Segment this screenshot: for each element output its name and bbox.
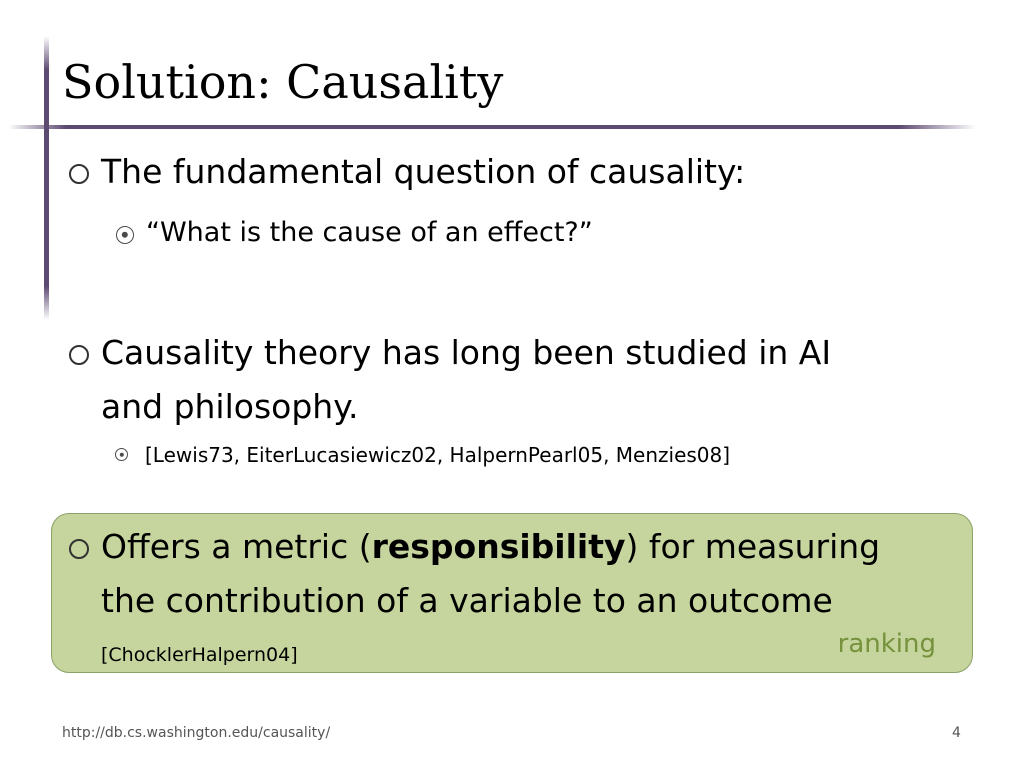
ranking-label: ranking	[837, 629, 936, 659]
bullet-2-line-2: and philosophy.	[101, 387, 359, 426]
responsibility-term: responsibility	[371, 527, 626, 566]
title-underline-rule	[8, 125, 976, 129]
target-bullet-icon	[116, 226, 134, 244]
bullet-1-subtext: “What is the cause of an effect?”	[146, 217, 593, 248]
bullet-3-line-2: the contribution of a variable to an outcome	[101, 581, 833, 620]
bullet-1-text: The fundamental question of causality:	[101, 152, 746, 191]
vertical-accent-rule	[44, 36, 49, 320]
bullet-3-citation: [ChocklerHalpern04]	[101, 644, 298, 666]
target-bullet-icon	[115, 448, 128, 461]
hollow-circle-bullet-icon	[69, 164, 89, 184]
bullet-2-citations: [Lewis73, EiterLucasiewicz02, HalpernPearl05, Menzies08]	[145, 443, 731, 467]
hollow-circle-bullet-icon	[69, 345, 89, 365]
page-number: 4	[952, 725, 961, 741]
slide-title: Solution: Causality	[62, 55, 504, 109]
footer-url: http://db.cs.washington.edu/causality/	[62, 725, 331, 741]
bullet-3-line-1: Offers a metric (responsibility) for measuring	[101, 527, 881, 566]
hollow-circle-bullet-icon	[69, 539, 89, 559]
bullet-2-line-1: Causality theory has long been studied in AI	[101, 333, 832, 372]
